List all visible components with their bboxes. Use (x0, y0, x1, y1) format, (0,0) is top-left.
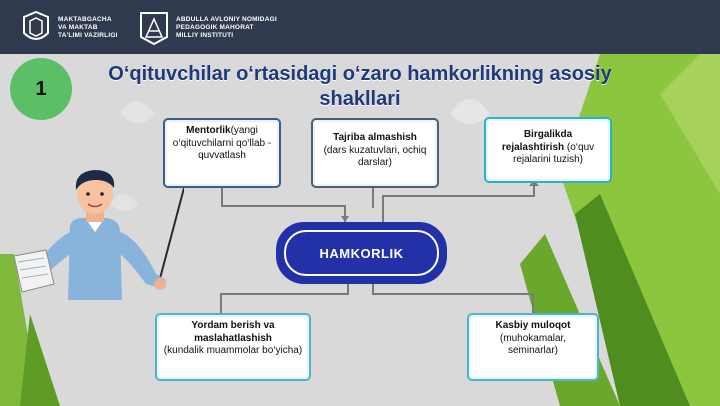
mentorlik-title: Mentorlik (186, 125, 231, 136)
tajriba-title: Tajriba almashish (333, 132, 417, 143)
tajriba-box (311, 118, 439, 188)
logo1-line1: MAKTABGACHA (58, 16, 112, 23)
logo1-line2: VA MAKTAB (58, 24, 98, 31)
slide-title: O‘qituvchilar o‘rtasidagi o‘zaro hamkorlikning asosiy shakllari (108, 63, 612, 110)
hamkorlik-hub (276, 222, 447, 284)
kasbiy-box (467, 313, 599, 381)
yordam-title: Yordam berish va maslahatlashish (191, 320, 275, 344)
yordam-desc: (kundalik muammolar bo‘yicha) (163, 345, 303, 356)
logo2-line1: ABDULLA AVLONIY NOMIDAGI (176, 16, 277, 23)
kasbiy-title: Kasbiy muloqot (495, 320, 571, 331)
yordam-box (155, 313, 311, 381)
logo2-line2: PEDAGOGIK MAHORAT (176, 24, 254, 31)
teacher-illustration (8, 168, 184, 300)
slide-number-badge: 1 (10, 58, 72, 120)
birgalikda-title: Birgalikda rejalashtirish (501, 129, 573, 153)
logo1-line3: TA'LIMI VAZIRLIGI (58, 32, 118, 39)
mentorlik-desc: (yangi o‘qituvchilarni qo‘llab -quvvatlash (172, 125, 272, 161)
logo2-line3: MILLIY INSTITUTI (176, 32, 234, 39)
tajriba-desc: (dars kuzatuvlari, ochiq darslar) (323, 144, 427, 168)
kasbiy-desc: (muhokamalar, seminarlar) (499, 332, 567, 356)
birgalikda-box (484, 117, 612, 183)
birgalikda-desc: (o‘quv rejalarini tuzish) (512, 141, 595, 165)
hamkorlik-label: HAMKORLIK (284, 230, 439, 276)
